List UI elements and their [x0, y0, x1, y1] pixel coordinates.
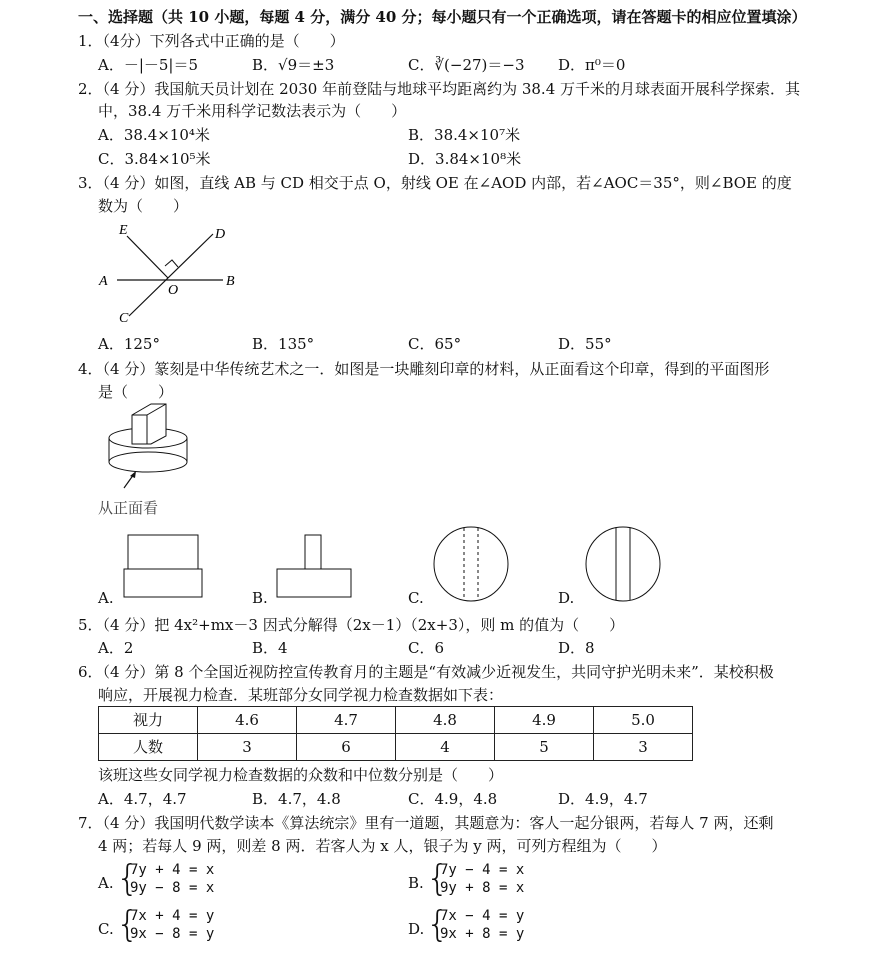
q6-option-d[interactable]: D．4.9，4.7	[558, 790, 648, 808]
q4-option-b-label[interactable]: B.	[252, 589, 268, 607]
q4-option-d-label[interactable]: D.	[558, 589, 575, 607]
q6-option-a[interactable]: A．4.7，4.7	[98, 790, 187, 808]
q5-option-a[interactable]: A．2	[98, 639, 134, 657]
brace-icon: {	[426, 858, 449, 899]
q4-caption: 从正面看	[98, 499, 159, 517]
q7-option-b-label[interactable]: B.	[408, 874, 424, 892]
q4-option-a-figure[interactable]	[122, 533, 204, 599]
q3-option-d[interactable]: D．55°	[558, 335, 612, 353]
q4-stem-line1: 4．（4 分）篆刻是中华传统艺术之一．如图是一块雕刻印章的材料，从正面看这个印章，得到的平面图形	[78, 360, 770, 378]
q3-option-c[interactable]: C．65°	[408, 335, 462, 353]
q3-stem-line1: 3．（4 分）如图，直线 AB 与 CD 相交于点 O，射线 OE 在∠AOD 内部，若∠AOC＝35°，则∠BOE 的度	[78, 174, 792, 192]
q4-seal-figure	[100, 400, 200, 490]
q4-option-b-figure[interactable]	[273, 533, 355, 599]
q4-option-a-label[interactable]: A.	[98, 589, 114, 607]
q5-stem: 5．（4 分）把 4x²+mx－3 因式分解得（2x－1）（2x+3），则 m 的值为（ ）	[78, 616, 625, 634]
q4-stem-line2: 是（ ）	[98, 383, 174, 401]
table-cell: 6	[297, 734, 396, 761]
q7-stem-line2: 4 两；若每人 9 两，则差 8 两．若客人为 x 人，银子为 y 两，可列方程组为（ ）	[98, 837, 667, 855]
q7-stem-line1: 7．（4 分）我国明代数学读本《算法统宗》里有一道题，其题意为：客人一起分银两，若每人 7 两，还剩	[78, 814, 774, 832]
q3-option-b[interactable]: B．135°	[252, 335, 315, 353]
q1-option-a[interactable]: A．－|－5|＝5	[98, 56, 199, 74]
q1-option-d[interactable]: D．π⁰＝0	[558, 56, 626, 74]
q3-stem-line2: 数为（ ）	[98, 197, 189, 215]
table-cell: 视力	[99, 707, 198, 734]
q7-option-c-label[interactable]: C.	[98, 920, 114, 938]
q6-question: 该班这些女同学视力检查数据的众数和中位数分别是（ ）	[98, 766, 504, 784]
q2-option-b[interactable]: B．38.4×10⁷米	[408, 126, 521, 144]
label-d: D	[215, 227, 226, 242]
label-e: E	[119, 223, 128, 238]
q4-option-d-figure[interactable]	[582, 524, 664, 604]
equation: 7x − 4 = y	[440, 908, 525, 924]
table-row	[99, 734, 693, 761]
table-cell: 3	[198, 734, 297, 761]
q4-option-c-label[interactable]: C.	[408, 589, 424, 607]
table-cell: 5.0	[594, 707, 693, 734]
q6-option-c[interactable]: C．4.9，4.8	[408, 790, 498, 808]
label-o: O	[168, 283, 179, 298]
table-cell: 4.6	[198, 707, 297, 734]
equation: 9x + 8 = y	[440, 926, 525, 942]
q1-stem: 1．（4分）下列各式中正确的是（ ）	[78, 32, 345, 50]
q2-option-a[interactable]: A．38.4×10⁴米	[98, 126, 210, 144]
q5-option-d[interactable]: D．8	[558, 639, 595, 657]
label-b: B	[226, 274, 235, 289]
brace-icon: {	[116, 904, 139, 945]
equation: 7y + 4 = x	[130, 862, 215, 878]
q7-option-a-equations[interactable]	[130, 861, 214, 897]
q7-option-d-equations[interactable]	[440, 907, 524, 943]
table-cell: 3	[594, 734, 693, 761]
q2-option-d[interactable]: D．3.84×10⁸米	[408, 150, 522, 168]
q5-option-b[interactable]: B．4	[252, 639, 288, 657]
equation: 7x + 4 = y	[130, 908, 215, 924]
q1-option-c[interactable]: C．∛(−27)＝−3	[408, 56, 525, 74]
q5-option-c[interactable]: C．6	[408, 639, 445, 657]
q2-stem-line2: 中，38.4 万千米用科学记数法表示为（ ）	[98, 102, 407, 120]
label-c: C	[119, 311, 129, 326]
table-cell: 4	[396, 734, 495, 761]
section-title: 一、选择题（共 10 小题，每题 4 分，满分 40 分；每小题只有一个正确选项，请在答题卡的相应位置填涂）	[78, 8, 807, 26]
table-cell: 人数	[99, 734, 198, 761]
q6-option-b[interactable]: B．4.7，4.8	[252, 790, 341, 808]
table-row	[99, 707, 693, 734]
table-cell: 4.7	[297, 707, 396, 734]
q7-option-c-equations[interactable]	[130, 907, 214, 943]
q7-option-a-label[interactable]: A.	[98, 874, 114, 892]
table-cell: 4.9	[495, 707, 594, 734]
equation: 9y − 8 = x	[130, 880, 215, 896]
q2-option-c[interactable]: C．3.84×10⁵米	[98, 150, 211, 168]
equation: 7y − 4 = x	[440, 862, 525, 878]
q3-angle-figure	[95, 220, 245, 328]
q2-stem-line1: 2．（4 分）我国航天员计划在 2030 年前登陆与地球平均距离约为 38.4 万千米的月球表面开展科学探索．其	[78, 80, 801, 98]
table-cell: 4.8	[396, 707, 495, 734]
brace-icon: {	[426, 904, 449, 945]
q6-stem-line1: 6．（4 分）第 8 个全国近视防控宣传教育月的主题是“有效减少近视发生，共同守护光明未来”．某校积极	[78, 663, 774, 681]
equation: 9y + 8 = x	[440, 880, 525, 896]
table-cell: 5	[495, 734, 594, 761]
q7-option-d-label[interactable]: D.	[408, 920, 425, 938]
brace-icon: {	[116, 858, 139, 899]
q1-option-b[interactable]: B．√9＝±3	[252, 56, 335, 74]
q3-option-a[interactable]: A．125°	[98, 335, 160, 353]
label-a: A	[99, 274, 108, 289]
q4-option-c-figure[interactable]	[430, 524, 512, 604]
q6-vision-table	[98, 706, 693, 761]
q6-stem-line2: 响应，开展视力检查．某班部分女同学视力检查数据如下表：	[98, 686, 504, 704]
equation: 9x − 8 = y	[130, 926, 215, 942]
q7-option-b-equations[interactable]	[440, 861, 524, 897]
